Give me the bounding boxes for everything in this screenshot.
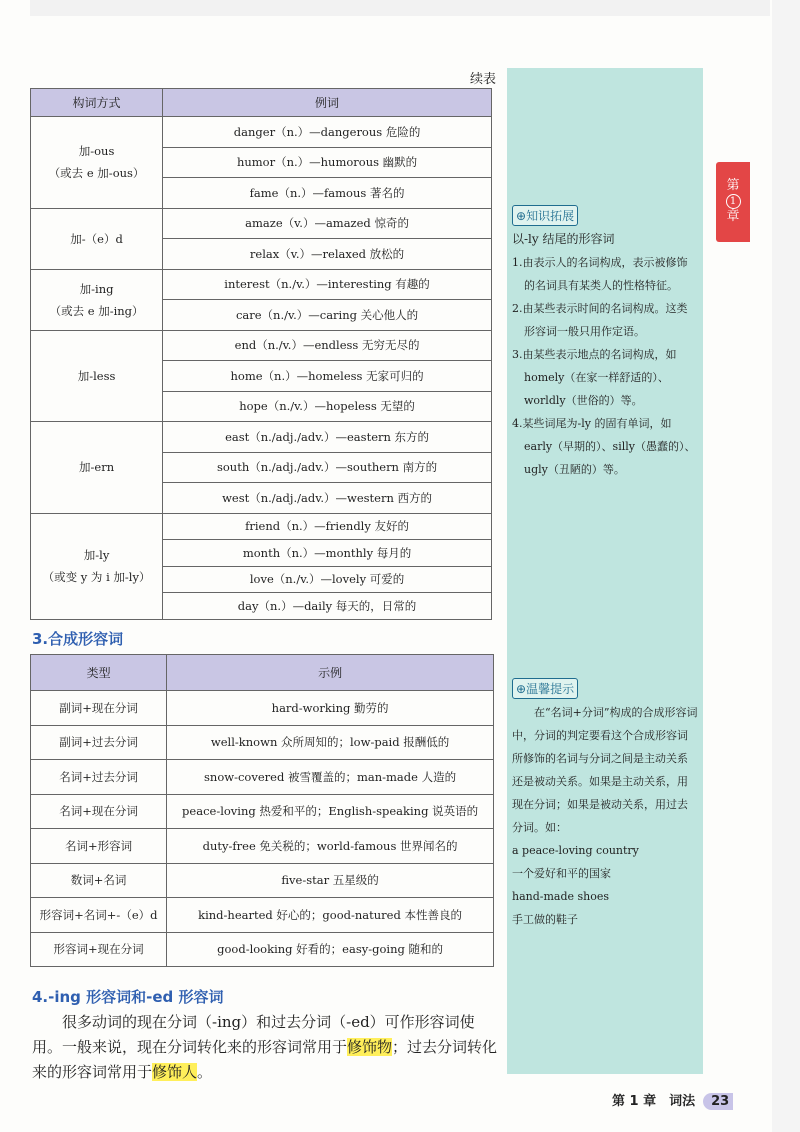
compound-type: 名词+过去分词 (31, 760, 167, 795)
highlight-objects: 修饰物 (347, 1038, 393, 1056)
footer-chapter: 第 1 章 词法 (612, 1094, 696, 1109)
compound-type: 名词+现在分词 (31, 794, 167, 829)
example-word: hope（n./v.）—hopeless 无望的 (163, 391, 492, 422)
compound-type: 数词+名词 (31, 863, 167, 898)
knowledge-box (512, 228, 698, 481)
example-word: love（n./v.）—lovely 可爱的 (163, 566, 492, 593)
example-word: care（n./v.）—caring 关心他人的 (163, 300, 492, 331)
table-row (31, 725, 494, 760)
chapter-tab-suffix: 章 (726, 209, 740, 224)
knowledge-item: 4.某些词尾为-ly 的固有单词，如 early（早期的）、silly（愚蠢的）、ugly（丑陋的）等。 (512, 417, 696, 476)
table-row (31, 269, 492, 300)
word-formation-table (30, 88, 492, 620)
table-header: 构词方式 (31, 89, 163, 117)
formation-method: 加-ly （或变 y 为 i 加-ly） (31, 513, 163, 619)
compound-type: 副词+现在分词 (31, 691, 167, 726)
page-edge (772, 0, 800, 1132)
table-row (31, 898, 494, 933)
table-header: 例词 (163, 89, 492, 117)
tip-body: 在“名词+分词”构成的合成形容词中，分词的判定要看这个合成形容词所修饰的名词与分词之间是主动关系还是被动关系。如果是主动关系，用现在分词；如果是被动关系，用过去分词。如： (512, 706, 698, 834)
page-footer (612, 1090, 733, 1109)
tip-example-cn: 手工做的鞋子 (512, 913, 578, 926)
example-word: danger（n.）—dangerous 危险的 (163, 117, 492, 148)
example-word: month（n.）—monthly 每月的 (163, 540, 492, 567)
compound-example: good-looking 好看的；easy-going 随和的 (167, 932, 494, 967)
table-header: 示例 (167, 655, 494, 691)
section-3-title: 3.合成形容词 (32, 630, 124, 648)
tip-example-en: hand-made shoes (512, 890, 610, 903)
formation-method: 加-ous （或去 e 加-ous） (31, 117, 163, 209)
compound-example: snow-covered 被雪覆盖的；man-made 人造的 (167, 760, 494, 795)
table-row (31, 760, 494, 795)
table-row (31, 794, 494, 829)
table-row (31, 863, 494, 898)
page-number: 23 (703, 1093, 733, 1110)
table-row (31, 829, 494, 864)
example-word: humor（n.）—humorous 幽默的 (163, 147, 492, 178)
formation-method: 加-ing （或去 e 加-ing） (31, 269, 163, 330)
tip-example-cn: 一个爱好和平的国家 (512, 867, 611, 880)
example-word: fame（n.）—famous 著名的 (163, 178, 492, 209)
knowledge-item: 1.由表示人的名词构成，表示被修饰的名词具有某类人的性格特征。 (512, 256, 688, 292)
example-word: amaze（v.）—amazed 惊奇的 (163, 208, 492, 239)
compound-example: well-known 众所周知的；low-paid 报酬低的 (167, 725, 494, 760)
table-row (31, 932, 494, 967)
compound-adjective-table (30, 654, 494, 967)
knowledge-heading: 以-ly 结尾的形容词 (512, 232, 615, 246)
chapter-tab-number: 1 (726, 194, 741, 209)
compound-example: duty-free 免关税的；world-famous 世界闻名的 (167, 829, 494, 864)
table-header: 类型 (31, 655, 167, 691)
knowledge-box-title: ⊕知识拓展 (512, 205, 578, 226)
compound-type: 形容词+现在分词 (31, 932, 167, 967)
compound-example: kind-hearted 好心的；good-natured 本性善良的 (167, 898, 494, 933)
top-strip (30, 0, 770, 16)
compound-type: 副词+过去分词 (31, 725, 167, 760)
compound-type: 名词+形容词 (31, 829, 167, 864)
table-row (31, 208, 492, 239)
example-word: relax（v.）—relaxed 放松的 (163, 239, 492, 270)
formation-method: 加-ern (31, 422, 163, 514)
knowledge-item: 3.由某些表示地点的名词构成，如 homely（在家一样舒适的）、worldly（世俗的）等。 (512, 348, 677, 407)
tip-box (512, 701, 698, 931)
table-row (31, 422, 492, 453)
example-word: friend（n.）—friendly 友好的 (163, 513, 492, 540)
example-word: home（n.）—homeless 无家可归的 (163, 361, 492, 392)
table-row (31, 513, 492, 540)
formation-method: 加-less (31, 330, 163, 422)
compound-type: 形容词+名词+-（e）d (31, 898, 167, 933)
example-word: interest（n./v.）—interesting 有趣的 (163, 269, 492, 300)
example-word: west（n./adj./adv.）—western 西方的 (163, 483, 492, 514)
highlight-people: 修饰人 (152, 1063, 198, 1081)
section-4-title: 4.-ing 形容词和-ed 形容词 (32, 988, 224, 1006)
chapter-tab-prefix: 第 (726, 178, 740, 193)
tip-box-title: ⊕温馨提示 (512, 678, 578, 699)
example-word: end（n./v.）—endless 无穷无尽的 (163, 330, 492, 361)
table-row (31, 117, 492, 148)
continued-label: 续表 (470, 72, 497, 87)
formation-method: 加-（e）d (31, 208, 163, 269)
table-row (31, 330, 492, 361)
example-word: south（n./adj./adv.）—southern 南方的 (163, 452, 492, 483)
example-word: east（n./adj./adv.）—eastern 东方的 (163, 422, 492, 453)
knowledge-item: 2.由某些表示时间的名词构成。这类形容词一般只用作定语。 (512, 302, 688, 338)
section-4-paragraph: 很多动词的现在分词（-ing）和过去分词（-ed）可作形容词使用。一般来说，现在分词转化来的形容词常用于修饰物；过去分词转化来的形容词常用于修饰人。 (32, 1013, 498, 1081)
tip-example-en: a peace-loving country (512, 844, 639, 857)
chapter-tab (716, 162, 750, 242)
table-row (31, 691, 494, 726)
compound-example: peace-loving 热爱和平的；English-speaking 说英语的 (167, 794, 494, 829)
compound-example: five-star 五星级的 (167, 863, 494, 898)
compound-example: hard-working 勤劳的 (167, 691, 494, 726)
example-word: day（n.）—daily 每天的，日常的 (163, 593, 492, 620)
